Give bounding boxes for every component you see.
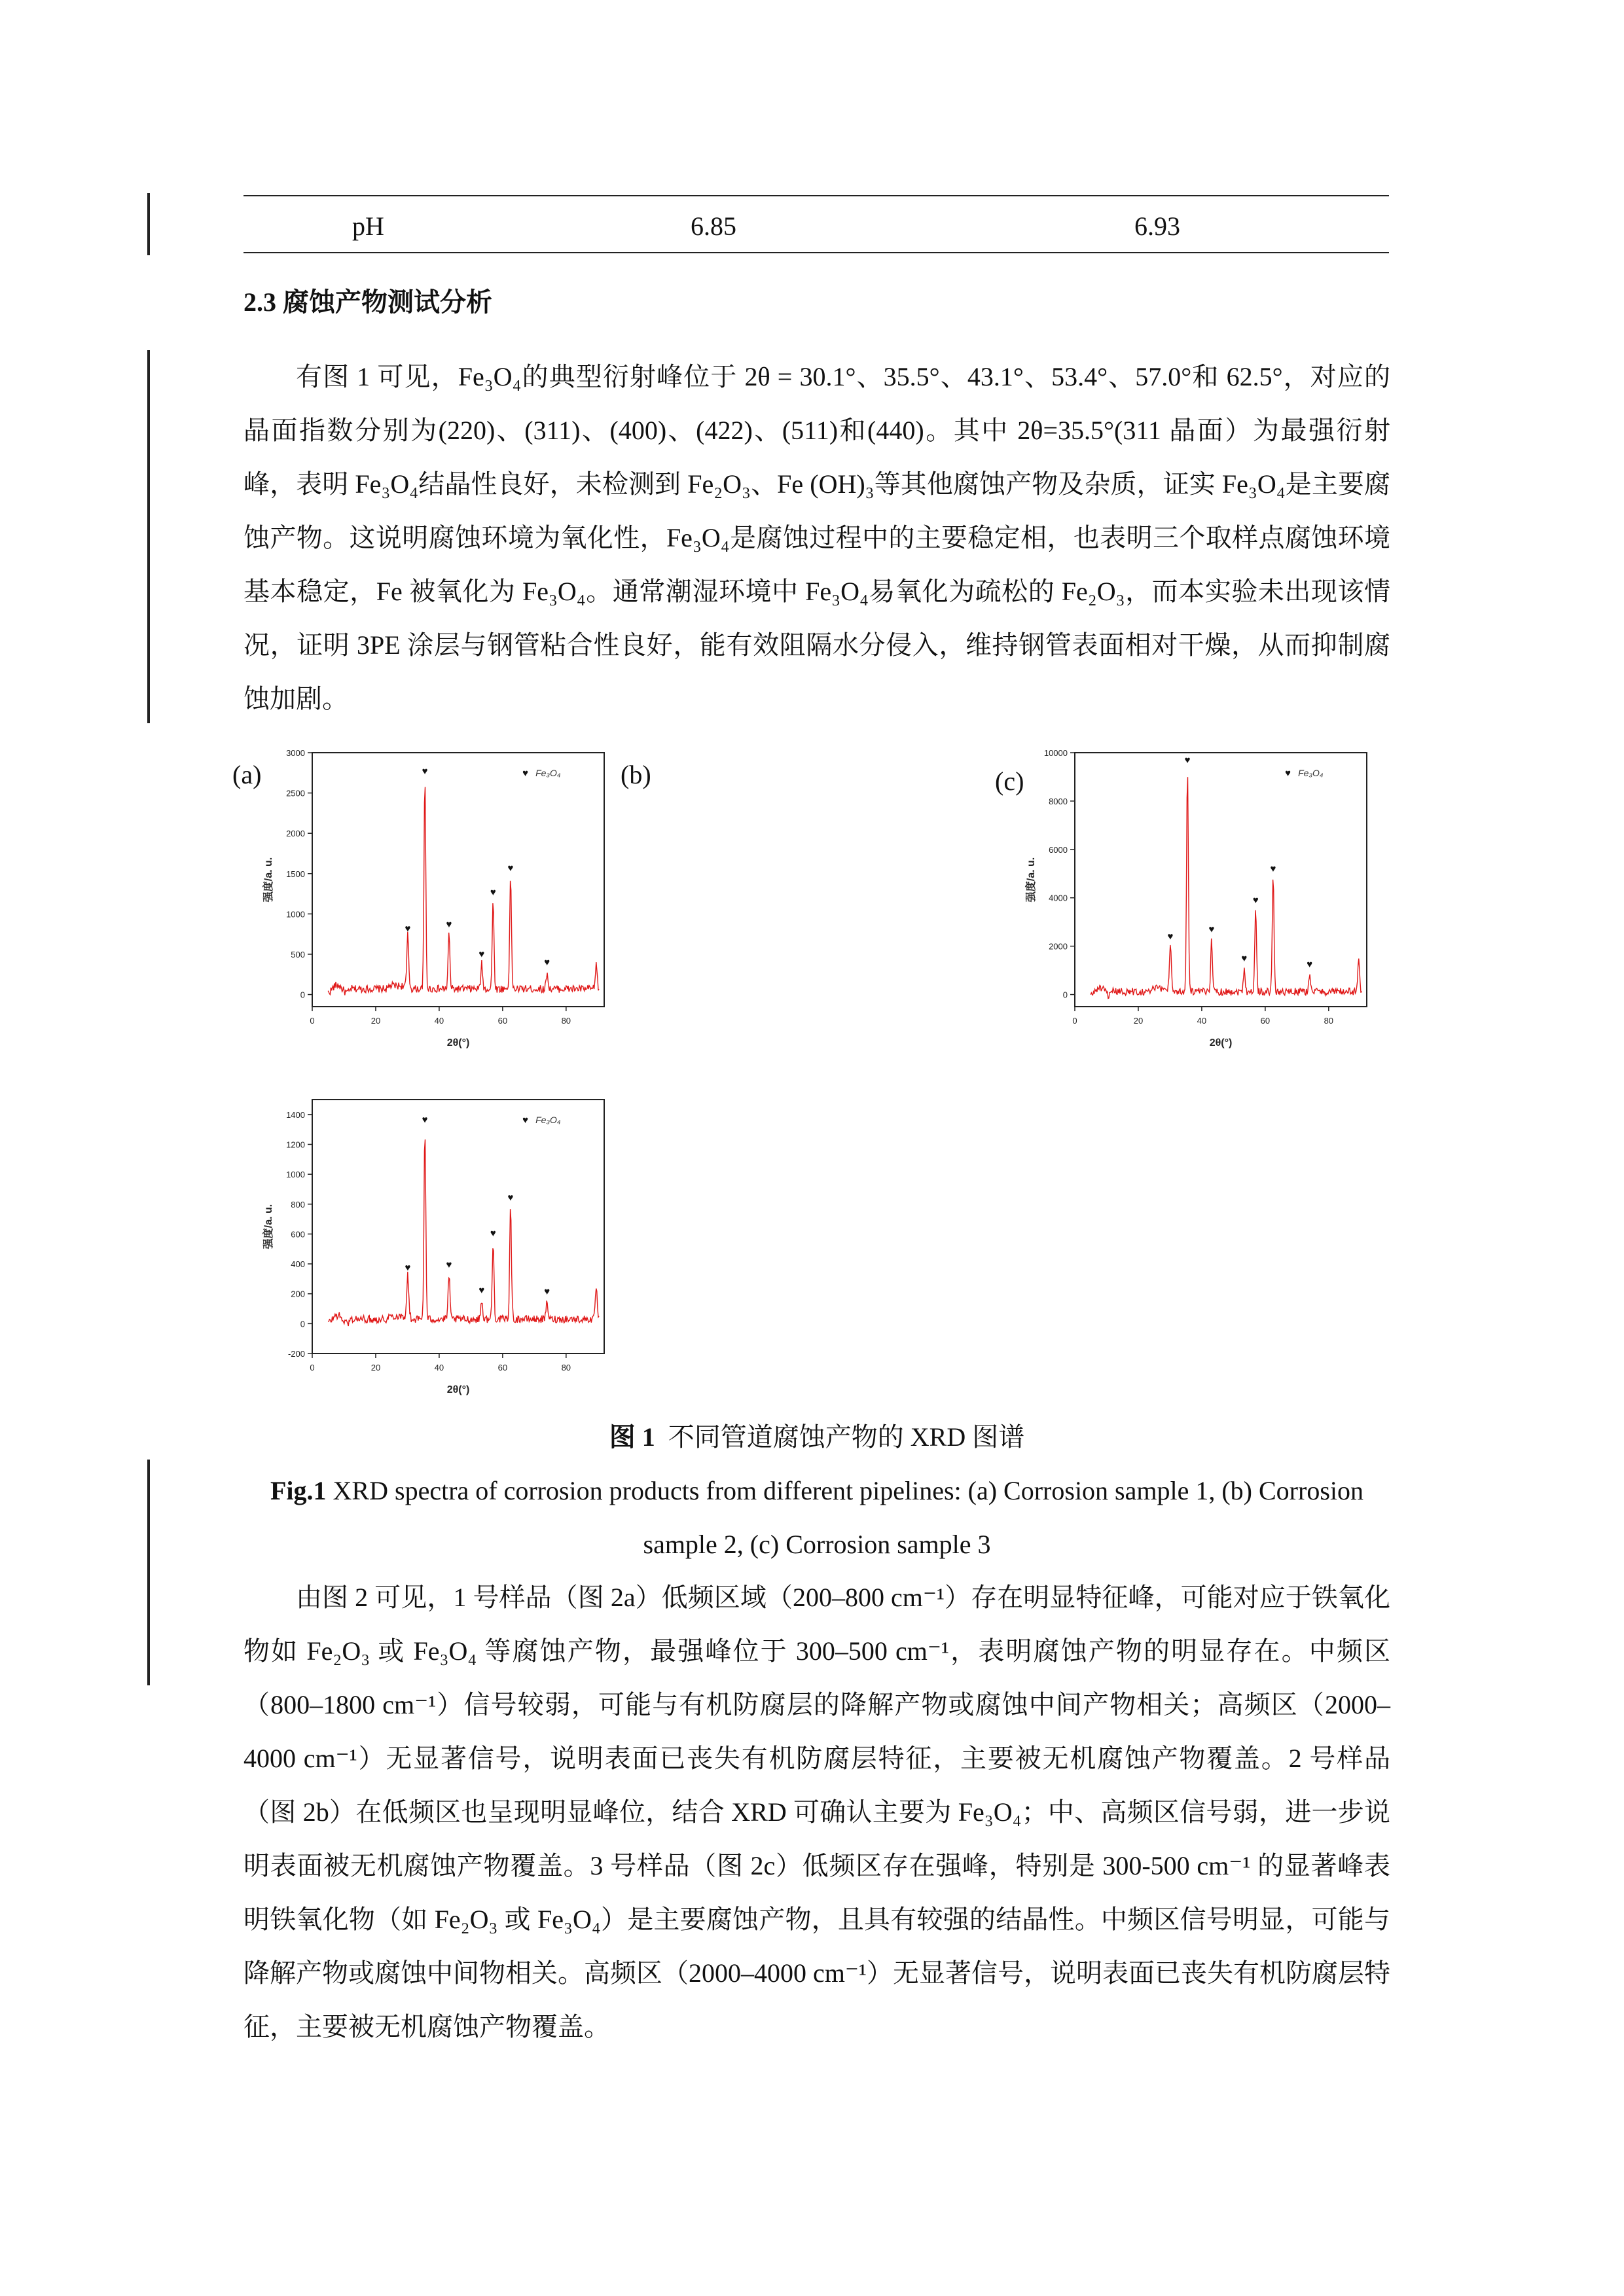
y-tick-label: 0 (300, 1319, 305, 1329)
y-tick-label: -200 (287, 1349, 305, 1359)
peak-marker: ♥ (1184, 754, 1191, 766)
x-tick-label: 40 (434, 1363, 444, 1372)
x-tick-label: 60 (497, 1016, 508, 1026)
section-heading: 2.3 腐蚀产物测试分析 (244, 287, 492, 317)
y-tick-label: 200 (291, 1289, 305, 1299)
x-tick-label: 0 (310, 1016, 315, 1026)
spectrum-line (1091, 777, 1362, 998)
xrd-chart-a-svg (239, 740, 632, 1054)
x-axis-label: 2θ(°) (446, 1384, 470, 1395)
table-rule-top (244, 195, 1389, 196)
y-axis-label: 强度/a. u. (1026, 857, 1037, 903)
table-rule-bottom (244, 252, 1389, 253)
peak-marker: ♥ (1252, 895, 1259, 906)
y-tick-label: 1000 (286, 1170, 305, 1180)
table-cell-value-2: 6.93 (1134, 211, 1180, 241)
y-tick-label: 2000 (286, 829, 305, 839)
y-tick-label: 1000 (286, 909, 305, 920)
x-tick-label: 0 (1072, 1016, 1077, 1026)
xrd-chart-c (1001, 740, 1394, 1054)
x-tick-label: 60 (497, 1363, 508, 1372)
y-tick-label: 500 (291, 949, 305, 960)
y-tick-label: 8000 (1049, 796, 1068, 806)
legend-label: Fe₃O₄ (535, 768, 561, 778)
peak-marker: ♥ (544, 957, 550, 969)
spectrum-line (328, 787, 599, 995)
peak-marker: ♥ (446, 1259, 452, 1271)
peak-marker: ♥ (507, 862, 514, 874)
x-tick-label: 0 (310, 1363, 315, 1372)
y-tick-label: 400 (291, 1259, 305, 1270)
figure-caption-cn-text: 不同管道腐蚀产物的 XRD 图谱 (668, 1422, 1025, 1452)
y-tick-label: 10000 (1043, 748, 1068, 758)
legend-label: Fe₃O₄ (535, 1115, 561, 1125)
revision-bar (147, 350, 150, 723)
xrd-chart-c-svg (1001, 740, 1394, 1054)
y-tick-label: 800 (291, 1199, 305, 1210)
peak-marker: ♥ (490, 886, 496, 898)
panel-label-b: (b) (621, 760, 651, 789)
peak-marker: ♥ (1307, 959, 1313, 971)
y-tick-label: 0 (300, 990, 305, 1000)
table-cell-value-1: 6.85 (691, 211, 736, 241)
peak-marker: ♥ (1167, 931, 1174, 942)
y-tick-label: 0 (1062, 990, 1068, 1000)
paragraph-xrd-analysis (244, 350, 1390, 726)
legend-marker: ♥ (522, 1115, 529, 1126)
x-tick-label: 20 (370, 1016, 381, 1026)
panel-label-c: (c) (995, 766, 1024, 796)
peak-marker: ♥ (405, 1262, 411, 1274)
xrd-chart-b (239, 1086, 632, 1401)
peak-marker: ♥ (1208, 924, 1215, 935)
x-tick-label: 60 (1260, 1016, 1271, 1026)
peak-marker: ♥ (544, 1286, 550, 1298)
figure-caption-cn (244, 1410, 1390, 1464)
peak-marker: ♥ (1241, 952, 1248, 964)
y-axis-label: 强度/a. u. (263, 1204, 274, 1249)
figure-caption-en (244, 1464, 1390, 1571)
peak-marker: ♥ (422, 766, 428, 778)
panel-label-a: (a) (232, 760, 262, 789)
x-tick-label: 80 (1324, 1016, 1334, 1026)
plot-frame (1075, 753, 1367, 1007)
y-tick-label: 2000 (1049, 941, 1068, 952)
xrd-chart-b-svg (239, 1086, 632, 1401)
paragraph-text: 由图 2 可见，1 号样品（图 2a）低频区域（200–800 cm⁻¹）存在明显特征峰，可能对应于铁氧化物如 Fe₂O₃ 或 Fe₃O₄ 等腐蚀产物，最强峰位于 300–500 cm⁻¹，表明腐蚀产物的明显存在。中频区（800–1800 cm⁻¹）信号较弱，可能与有机防腐层的降解产物或腐蚀中间产物相关；高频区（2000–4000 cm⁻¹）无显著信号，说明表面已丧失有机防腐层特征，主要被无机腐蚀产物覆盖。2 号样品（图 2b）在低频区也呈现明显峰位，结合 XRD 可确认主要为 Fe₃O₄；中、高频区信号弱，进一步说明表面被无机腐蚀产物覆盖。3 号样品（图 2c）低频区存在强峰，特别是 300-500 cm⁻¹ 的显著峰表明铁氧化物（如 Fe₂O₃ 或 Fe₃O₄）是主要腐蚀产物，且具有较强的结晶性。中频区信号明显，可能与降解产物或腐蚀中间物相关。高频区（2000–4000 cm⁻¹）无显著信号，说明表面已丧失有机防腐层特征，主要被无机腐蚀产物覆盖。 (244, 1583, 1390, 2041)
x-tick-label: 20 (370, 1363, 381, 1372)
revision-bar (147, 1460, 150, 1685)
x-tick-label: 80 (561, 1016, 571, 1026)
figure-caption-en-label: Fig.1 (270, 1476, 327, 1505)
peak-marker: ♥ (446, 919, 452, 931)
y-tick-label: 6000 (1049, 844, 1068, 855)
plot-frame (312, 753, 604, 1007)
table-cell-label: pH (352, 211, 384, 241)
y-tick-label: 600 (291, 1229, 305, 1240)
paragraph-text: 有图 1 可见，Fe₃O₄的典型衍射峰位于 2θ = 30.1°、35.5°、43.1°、53.4°、57.0°和 62.5°，对应的晶面指数分别为(220)、(311)、(400)、(422)、(511)和(440)。其中 2θ=35.5°(311 晶面）为最强衍射峰，表明 Fe₃O₄结晶性良好，未检测到 Fe₂O₃、Fe (OH)₃等其他腐蚀产物及杂质，证实 Fe₃O₄是主要腐蚀产物。这说明腐蚀环境为氧化性，Fe₃O₄是腐蚀过程中的主要稳定相，也表明三个取样点腐蚀环境基本稳定，Fe 被氧化为 Fe₃O₄。通常潮湿环境中 Fe₃O₄易氧化为疏松的 Fe₂O₃，而本实验未出现该情况，证明 3PE 涂层与钢管粘合性良好，能有效阻隔水分侵入，维持钢管表面相对干燥，从而抑制腐蚀加剧。 (244, 362, 1390, 713)
spectrum-line (328, 1139, 599, 1326)
figure-caption-en-text: XRD spectra of corrosion products from different pipelines: (a) Corrosion sample 1, (b) Corrosion sample 2, (c) Corrosion sample 3 (333, 1476, 1363, 1559)
y-tick-label: 1400 (286, 1109, 305, 1120)
x-tick-label: 80 (561, 1363, 571, 1372)
figure-caption-cn-label: 图 1 (609, 1422, 655, 1452)
x-tick-label: 40 (1197, 1016, 1207, 1026)
y-axis-label: 强度/a. u. (263, 857, 274, 903)
legend-label: Fe₃O₄ (1298, 768, 1324, 778)
x-tick-label: 40 (434, 1016, 444, 1026)
revision-bar (147, 193, 150, 255)
legend-marker: ♥ (522, 768, 529, 779)
y-tick-label: 1200 (286, 1139, 305, 1150)
x-tick-label: 20 (1133, 1016, 1144, 1026)
peak-marker: ♥ (490, 1228, 496, 1240)
y-tick-label: 1500 (286, 869, 305, 879)
y-tick-label: 2500 (286, 788, 305, 798)
y-tick-label: 4000 (1049, 893, 1068, 903)
peak-marker: ♥ (507, 1192, 514, 1204)
y-tick-label: 3000 (286, 748, 305, 758)
legend-marker: ♥ (1285, 768, 1291, 779)
peak-marker: ♥ (478, 948, 485, 960)
x-axis-label: 2θ(°) (1209, 1037, 1233, 1049)
peak-marker: ♥ (1270, 863, 1276, 875)
paragraph-raman-analysis (244, 1571, 1390, 2054)
xrd-chart-a (239, 740, 632, 1054)
peak-marker: ♥ (405, 923, 411, 935)
peak-marker: ♥ (478, 1284, 485, 1296)
x-axis-label: 2θ(°) (446, 1037, 470, 1049)
peak-marker: ♥ (422, 1114, 428, 1126)
